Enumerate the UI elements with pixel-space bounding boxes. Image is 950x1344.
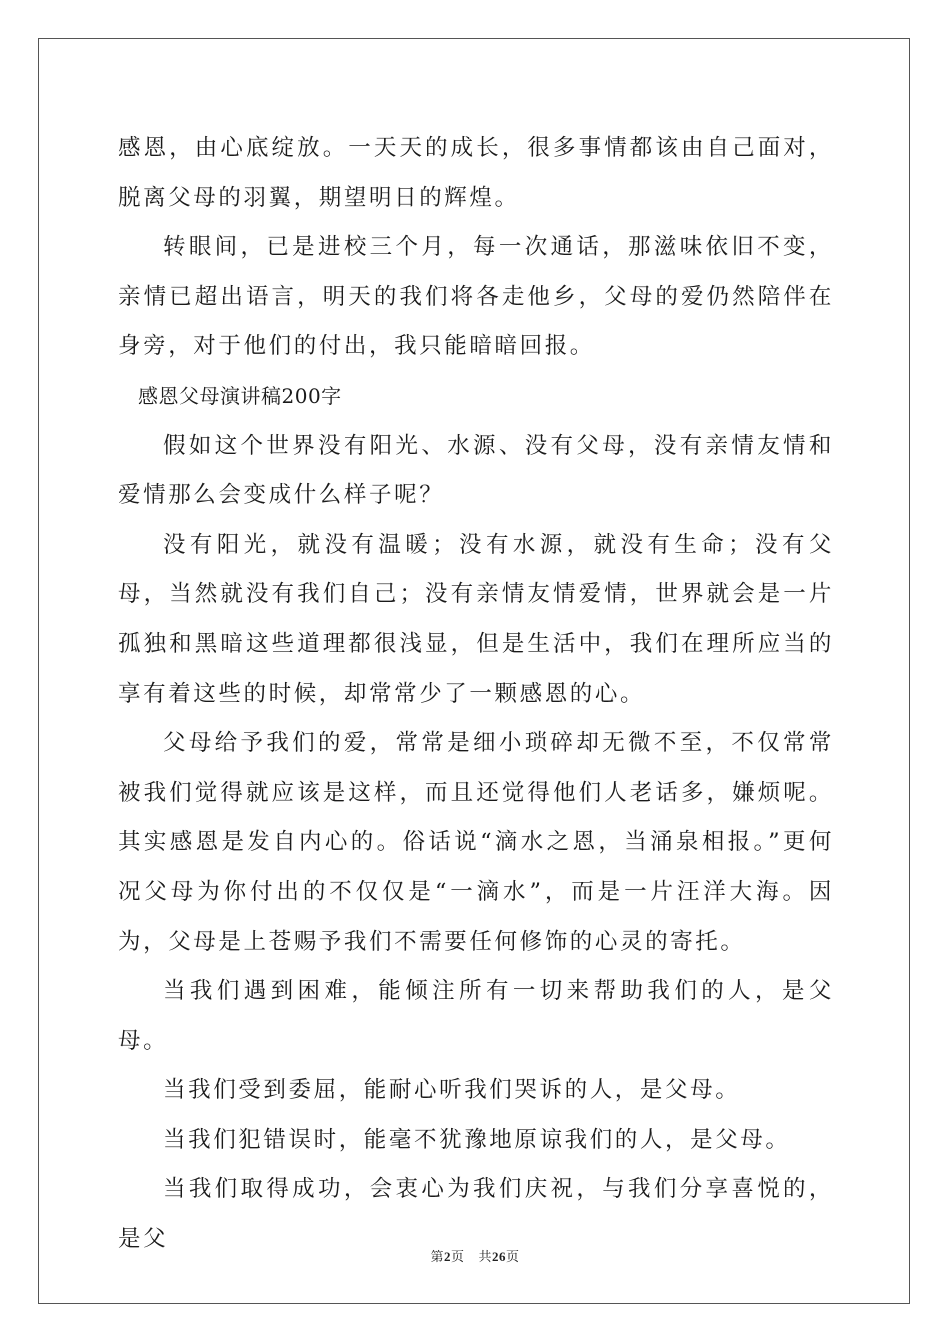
document-body	[118, 124, 834, 1265]
paragraph-6: 当我们遇到困难，能倾注所有一切来帮助我们的人，是父母。	[118, 978, 834, 1054]
total-page-number: 26	[492, 1249, 507, 1264]
footer-prefix: 第	[430, 1249, 444, 1264]
paragraph-2: 转眼间，已是进校三个月，每一次通话，那滋味依旧不变，亲情已超出语言，明天的我们将各走他乡，父母的爱仍然陪伴在身旁，对于他们的付出，我只能暗暗回报。	[118, 234, 834, 360]
paragraph-5: 父母给予我们的爱，常常是细小琐碎却无微不至，不仅常常被我们觉得就应该是这样，而且还觉得他们人老话多，嫌烦呢。其实感恩是发自内心的。俗话说“滴水之恩，当涌泉相报。”更何况父母为你付出的不仅仅是“一滴水”，而是一片汪洋大海。因为，父母是上苍赐予我们不需要任何修饰的心灵的寄托。	[118, 730, 834, 955]
paragraph-9: 当我们取得成功，会衷心为我们庆祝，与我们分享喜悦的，是父	[118, 1176, 834, 1253]
footer-page-unit: 页	[450, 1249, 465, 1264]
paragraph-3: 假如这个世界没有阳光、水源、没有父母，没有亲情友情和爱情那么会变成什么样子呢？	[118, 432, 834, 509]
page-footer	[0, 1246, 950, 1265]
paragraph-7: 当我们受到委屈，能耐心听我们哭诉的人，是父母。	[163, 1077, 741, 1104]
current-page-number: 2	[443, 1249, 451, 1264]
footer-total-unit: 页	[506, 1249, 520, 1264]
footer-total-prefix: 共	[478, 1249, 493, 1264]
paragraph-8: 当我们犯错误时，能毫不犹豫地原谅我们的人，是父母。	[163, 1126, 791, 1153]
paragraph-4: 没有阳光，就没有温暖；没有水源，就没有生命；没有父母，当然就没有我们自己；没有亲情友情爱情，世界就会是一片孤独和黑暗这些道理都很浅显，但是生活中，我们在理所应当的享有着这些的时候，却常常少了一颗感恩的心。	[118, 531, 834, 707]
paragraph-1: 感恩，由心底绽放。一天天的成长，很多事情都该由自己面对，脱离父母的羽翼，期望明日的辉煌。	[118, 135, 834, 211]
section-heading: 感恩父母演讲稿200字	[138, 383, 342, 408]
